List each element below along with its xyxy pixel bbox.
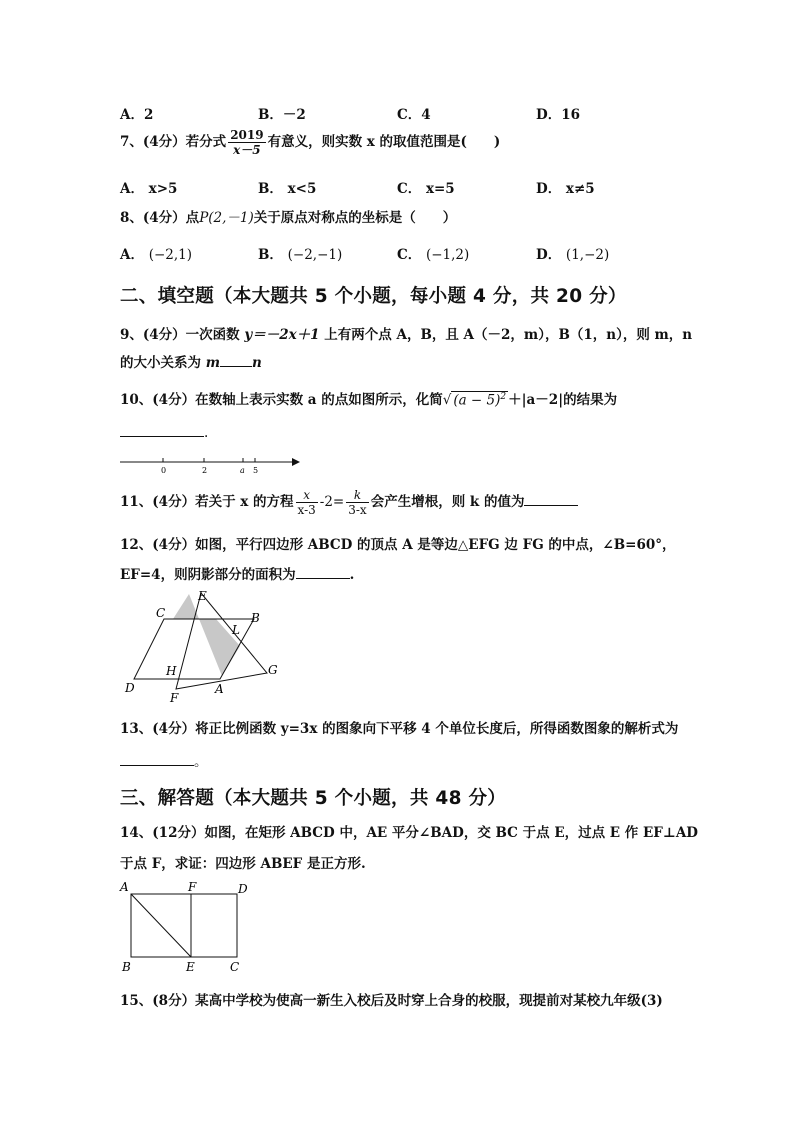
q8-option-b [258, 243, 342, 263]
q11-fraction-2 [346, 488, 368, 517]
question-7 [120, 128, 500, 157]
q6-option-d: D．16 [536, 107, 580, 123]
question-12-line-1: 12、(4分）如图，平行四边形 ABCD 的顶点 A 是等边△EFG 边 FG 的中点，∠B=60°， [120, 537, 676, 553]
q12-end: . [349, 567, 355, 583]
q11-frac2-num: k [346, 488, 368, 503]
question-13: 13、(4分）将正比例函数 y=3x 的图象向下平移 4 个单位长度后，所得函数图象的解析式为 [120, 721, 679, 737]
q10-sqrt-exp: 2 [500, 391, 507, 402]
question-8 [120, 206, 456, 226]
q8-option-c [397, 243, 469, 263]
q11-fraction-1 [296, 488, 318, 517]
q7-suffix: 有意义，则实数 x 的取值范围是( ) [267, 134, 501, 150]
section-3-title: 三、解答题（本大题共 5 个小题，共 48 分） [120, 788, 507, 809]
question-12-line-2 [120, 563, 354, 583]
label-F: F [188, 880, 197, 894]
q8-option-a [120, 243, 192, 263]
q14-rectangle-figure [116, 879, 256, 975]
q7-frac-num: 2019 [230, 128, 264, 142]
question-10: 10、(4分）在数轴上表示实数 a 的点如图所示，化简√ $(a - 5)^2 +|a-2|$的结果为 [120, 391, 618, 408]
q9-text-b: 上有两个点 [319, 327, 397, 343]
q13-answer-blank[interactable] [120, 754, 194, 766]
q6-option-a: A．2 [120, 107, 154, 123]
question-11 [120, 488, 578, 517]
rectangle-abcd [131, 894, 237, 957]
q10-sqrt-body: (a − 5) [453, 392, 501, 408]
q10-prefix: 10、(4分）在数轴上表示实数 a 的点如图所示，化简 [120, 392, 443, 408]
label-L: L [232, 623, 240, 637]
q8-option-a-label: A． [120, 247, 144, 263]
q9-text-c: A，B，且 A（－2，m），B（1，n），则 m，n [396, 327, 693, 343]
label-A: A [120, 880, 129, 894]
q9-n: n [252, 355, 262, 371]
label-E: E [198, 589, 207, 603]
q8-option-d-value: (1,−2) [565, 247, 610, 263]
q8-suffix: 关于原点对称点的坐标是（ ） [253, 210, 457, 226]
question-9-line-2 [120, 351, 262, 371]
q8-option-b-label: B． [258, 247, 283, 263]
q8-prefix: 8、(4分）点 [120, 210, 200, 226]
q11-prefix: 11、(4分）若关于 x 的方程 [120, 494, 294, 510]
tick-label-5: 5 [253, 466, 259, 475]
q9-answer-blank[interactable] [220, 355, 252, 367]
label-E: E [186, 960, 195, 974]
q11-suffix: 会产生增根，则 k 的值为 [370, 494, 525, 510]
label-C: C [156, 606, 166, 620]
q8-point: P(2,－1) [199, 210, 254, 226]
q8-option-c-value: (−1,2) [425, 247, 470, 263]
label-F: F [170, 691, 179, 702]
q11-middle: -2= [319, 494, 345, 510]
question-14-line-1: 14、(12分）如图，在矩形 ABCD 中，AE 平分∠BAD，交 BC 于点 E，过点 E 作 EF⊥AD [120, 825, 699, 841]
q9-text-a: 9、(4分）一次函数 [120, 327, 245, 343]
q13-end: 。 [194, 754, 208, 770]
q11-frac2-den: 3-x [348, 503, 367, 517]
q7-fraction [228, 128, 265, 157]
q9-function: y＝－2x＋1 [244, 327, 320, 343]
label-B: B [251, 611, 260, 625]
question-14-line-2: 于点 F，求证：四边形 ABEF 是正方形. [120, 856, 366, 872]
q7-frac-den: x－5 [233, 143, 261, 157]
q6-option-c: C．4 [397, 107, 431, 123]
q8-option-a-value: (−2,1) [148, 247, 193, 263]
q11-frac1-den: x-3 [297, 503, 316, 517]
segment-ae [131, 894, 191, 957]
label-D: D [125, 681, 135, 695]
q13-answer-line [120, 750, 208, 770]
q8-option-c-label: C． [397, 247, 422, 263]
q8-option-b-value: (−2,−1) [287, 247, 343, 263]
q12-parallelogram-figure [118, 584, 286, 702]
q7-option-a: A． x>5 [120, 181, 178, 197]
tick-label-0: 0 [161, 466, 167, 475]
label-H: H [166, 664, 177, 678]
label-D: D [238, 882, 248, 896]
label-B: B [122, 960, 131, 974]
q6-option-b: B．－2 [258, 107, 306, 123]
q12-answer-blank[interactable] [296, 567, 350, 579]
question-15: 15、(8分）某高中学校为使高一新生入校后及时穿上合身的校服，现提前对某校九年级(3) [120, 993, 663, 1009]
q9-m: m [205, 355, 220, 371]
label-G: G [268, 663, 278, 677]
q10-answer-blank[interactable] [120, 425, 204, 437]
label-A: A [215, 682, 224, 696]
label-C: C [230, 960, 240, 974]
q11-frac1-num: x [296, 488, 318, 503]
q10-number-line [118, 452, 304, 476]
q10-answer-line [120, 425, 208, 441]
question-9-line-1 [120, 323, 692, 343]
q9-line2-text: 的大小关系为 [120, 355, 206, 371]
q8-option-d-label: D． [536, 247, 562, 263]
q10-suffix: ＋|a－2|的结果为 [508, 392, 618, 408]
q7-prefix: 7、(4分）若分式 [120, 134, 227, 150]
q7-option-c: C． x=5 [397, 181, 455, 197]
q7-option-d: D． x≠5 [536, 181, 595, 197]
q8-option-d [536, 243, 609, 263]
q10-sqrt [451, 391, 508, 409]
q10-end: . [204, 425, 209, 441]
q12-line2-text: EF=4，则阴影部分的面积为 [120, 567, 296, 583]
section-2-title: 二、填空题（本大题共 5 个小题，每小题 4 分，共 20 分） [120, 286, 627, 307]
tick-label-a: a [240, 466, 245, 475]
tick-label-2: 2 [202, 466, 208, 475]
q11-answer-blank[interactable] [524, 494, 578, 506]
q7-option-b: B． x<5 [258, 181, 317, 197]
